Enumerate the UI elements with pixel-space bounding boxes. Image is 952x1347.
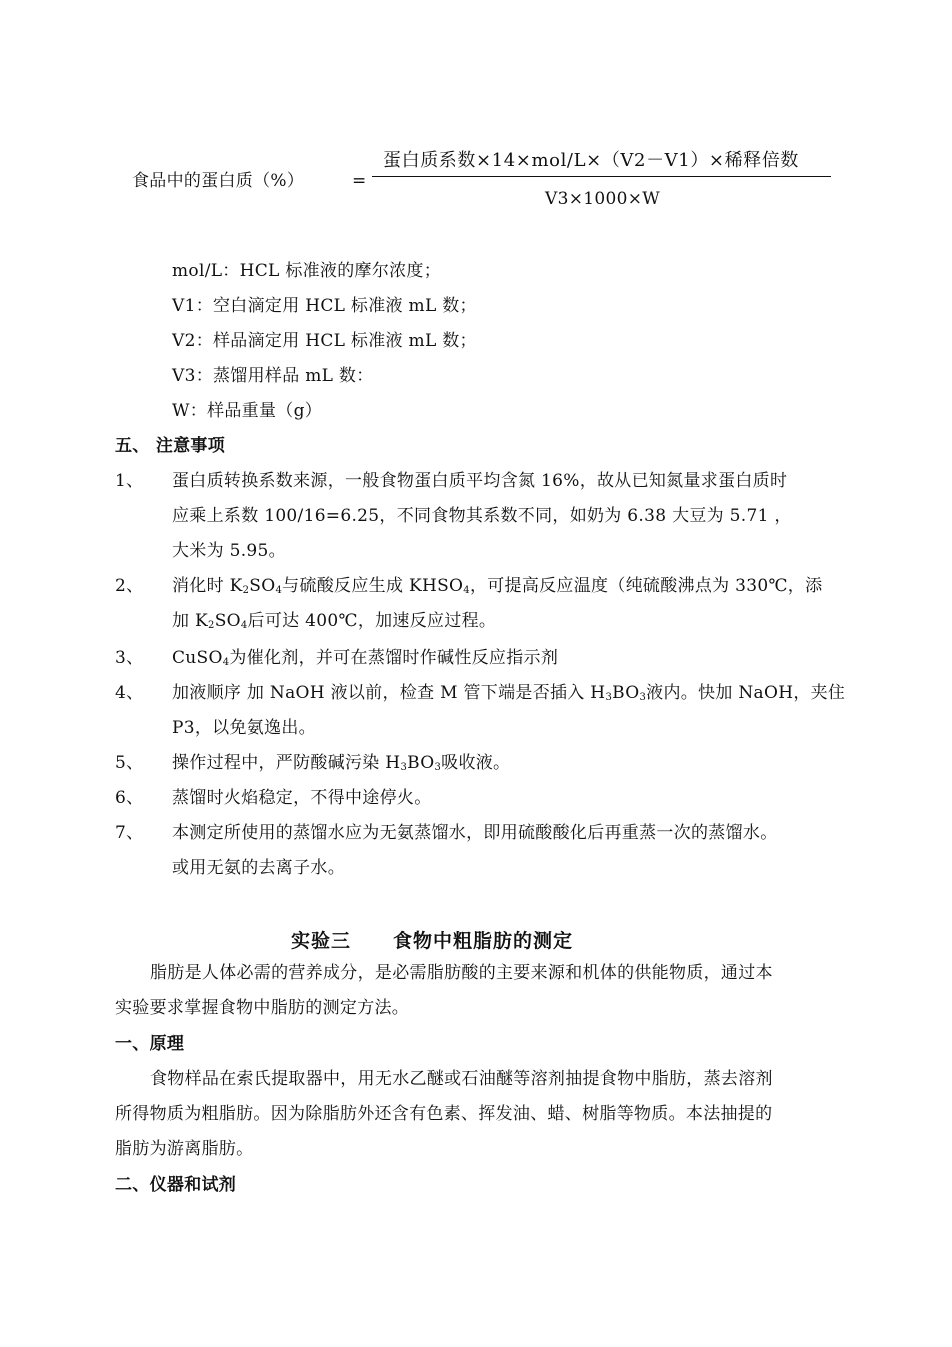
note-text: 或用无氨的去离子水。 <box>172 858 345 878</box>
note-number: 6、 <box>115 788 144 808</box>
formula-numerator: 蛋白质系数×14×mol/L×（V2－V1）×稀释倍数 <box>383 150 800 171</box>
note-text: 加 $K_2SO_4$后可达 400℃，加速反应过程。 <box>172 611 497 631</box>
note-text: 操作过程中，严防酸碱污染 $H_3BO_3$吸收液。 <box>172 753 511 773</box>
definition-line: W：样品重量（g） <box>172 401 323 421</box>
experiment-title-number: 实验三 <box>291 930 352 952</box>
note-number: 7、 <box>115 823 144 843</box>
note-text: 蒸馏时火焰稳定，不得中途停火。 <box>172 788 432 808</box>
section-heading: 二、仪器和试剂 <box>115 1175 237 1195</box>
definition-line: V2：样品滴定用 HCL 标准液 mL 数； <box>172 331 477 351</box>
definition-line: V3：蒸馏用样品 mL 数： <box>172 366 374 386</box>
note-text: CuSO$_4$为催化剂，并可在蒸馏时作碱性反应指示剂 <box>172 648 559 668</box>
note-text: 本测定所使用的蒸馏水应为无氨蒸馏水，即用硫酸酸化后再重蒸一次的蒸馏水。 <box>172 823 778 843</box>
fraction-line <box>372 176 831 177</box>
paragraph-line: 食物样品在索氏提取器中，用无水乙醚或石油醚等溶剂抽提食物中脂肪，蒸去溶剂 <box>150 1069 773 1089</box>
section-heading: 一、原理 <box>115 1034 185 1054</box>
experiment-title: 食物中粗脂肪的测定 <box>393 930 574 952</box>
note-text: 消化时 $K_2SO_4$与硫酸反应生成 $KHSO_4$，可提高反应温度（纯硫酸沸点为 330℃，添 <box>172 576 823 596</box>
formula-lhs: 食品中的蛋白质（%） <box>132 171 305 191</box>
paragraph-line: 所得物质为粗脂肪。因为除脂肪外还含有色素、挥发油、蜡、树脂等物质。本法抽提的 <box>115 1104 773 1124</box>
definition-line: V1：空白滴定用 HCL 标准液 mL 数； <box>172 296 477 316</box>
definition-line: mol/L：HCL 标准液的摩尔浓度； <box>172 261 442 281</box>
paragraph-line: 实验要求掌握食物中脂肪的测定方法。 <box>115 998 410 1018</box>
note-text: 蛋白质转换系数来源，一般食物蛋白质平均含氮 16%，故从已知氮量求蛋白质时 <box>172 471 788 491</box>
note-text: P3，以免氨逸出。 <box>172 718 316 738</box>
note-number: 5、 <box>115 753 144 773</box>
section-heading: 五、 注意事项 <box>115 436 226 456</box>
note-text: 应乘上系数 100/16=6.25，不同食物其系数不同，如奶为 6.38 大豆为 5.71 ， <box>172 506 792 526</box>
formula-equals: = <box>352 171 367 191</box>
note-number: 4、 <box>115 683 144 703</box>
formula-denominator: V3×1000×W <box>545 189 661 209</box>
note-number: 2、 <box>115 576 144 596</box>
paragraph-line: 脂肪为游离脂肪。 <box>115 1139 254 1159</box>
note-number: 3、 <box>115 648 144 668</box>
note-text: 加液顺序 加 NaOH 液以前，检查 M 管下端是否插入 $H_3BO_3$液内。快加 NaOH，夹住 <box>172 683 846 703</box>
note-number: 1、 <box>115 471 144 491</box>
paragraph-line: 脂肪是人体必需的营养成分，是必需脂肪酸的主要来源和机体的供能物质，通过本 <box>150 963 773 983</box>
note-text: 大米为 5.95。 <box>172 541 286 561</box>
